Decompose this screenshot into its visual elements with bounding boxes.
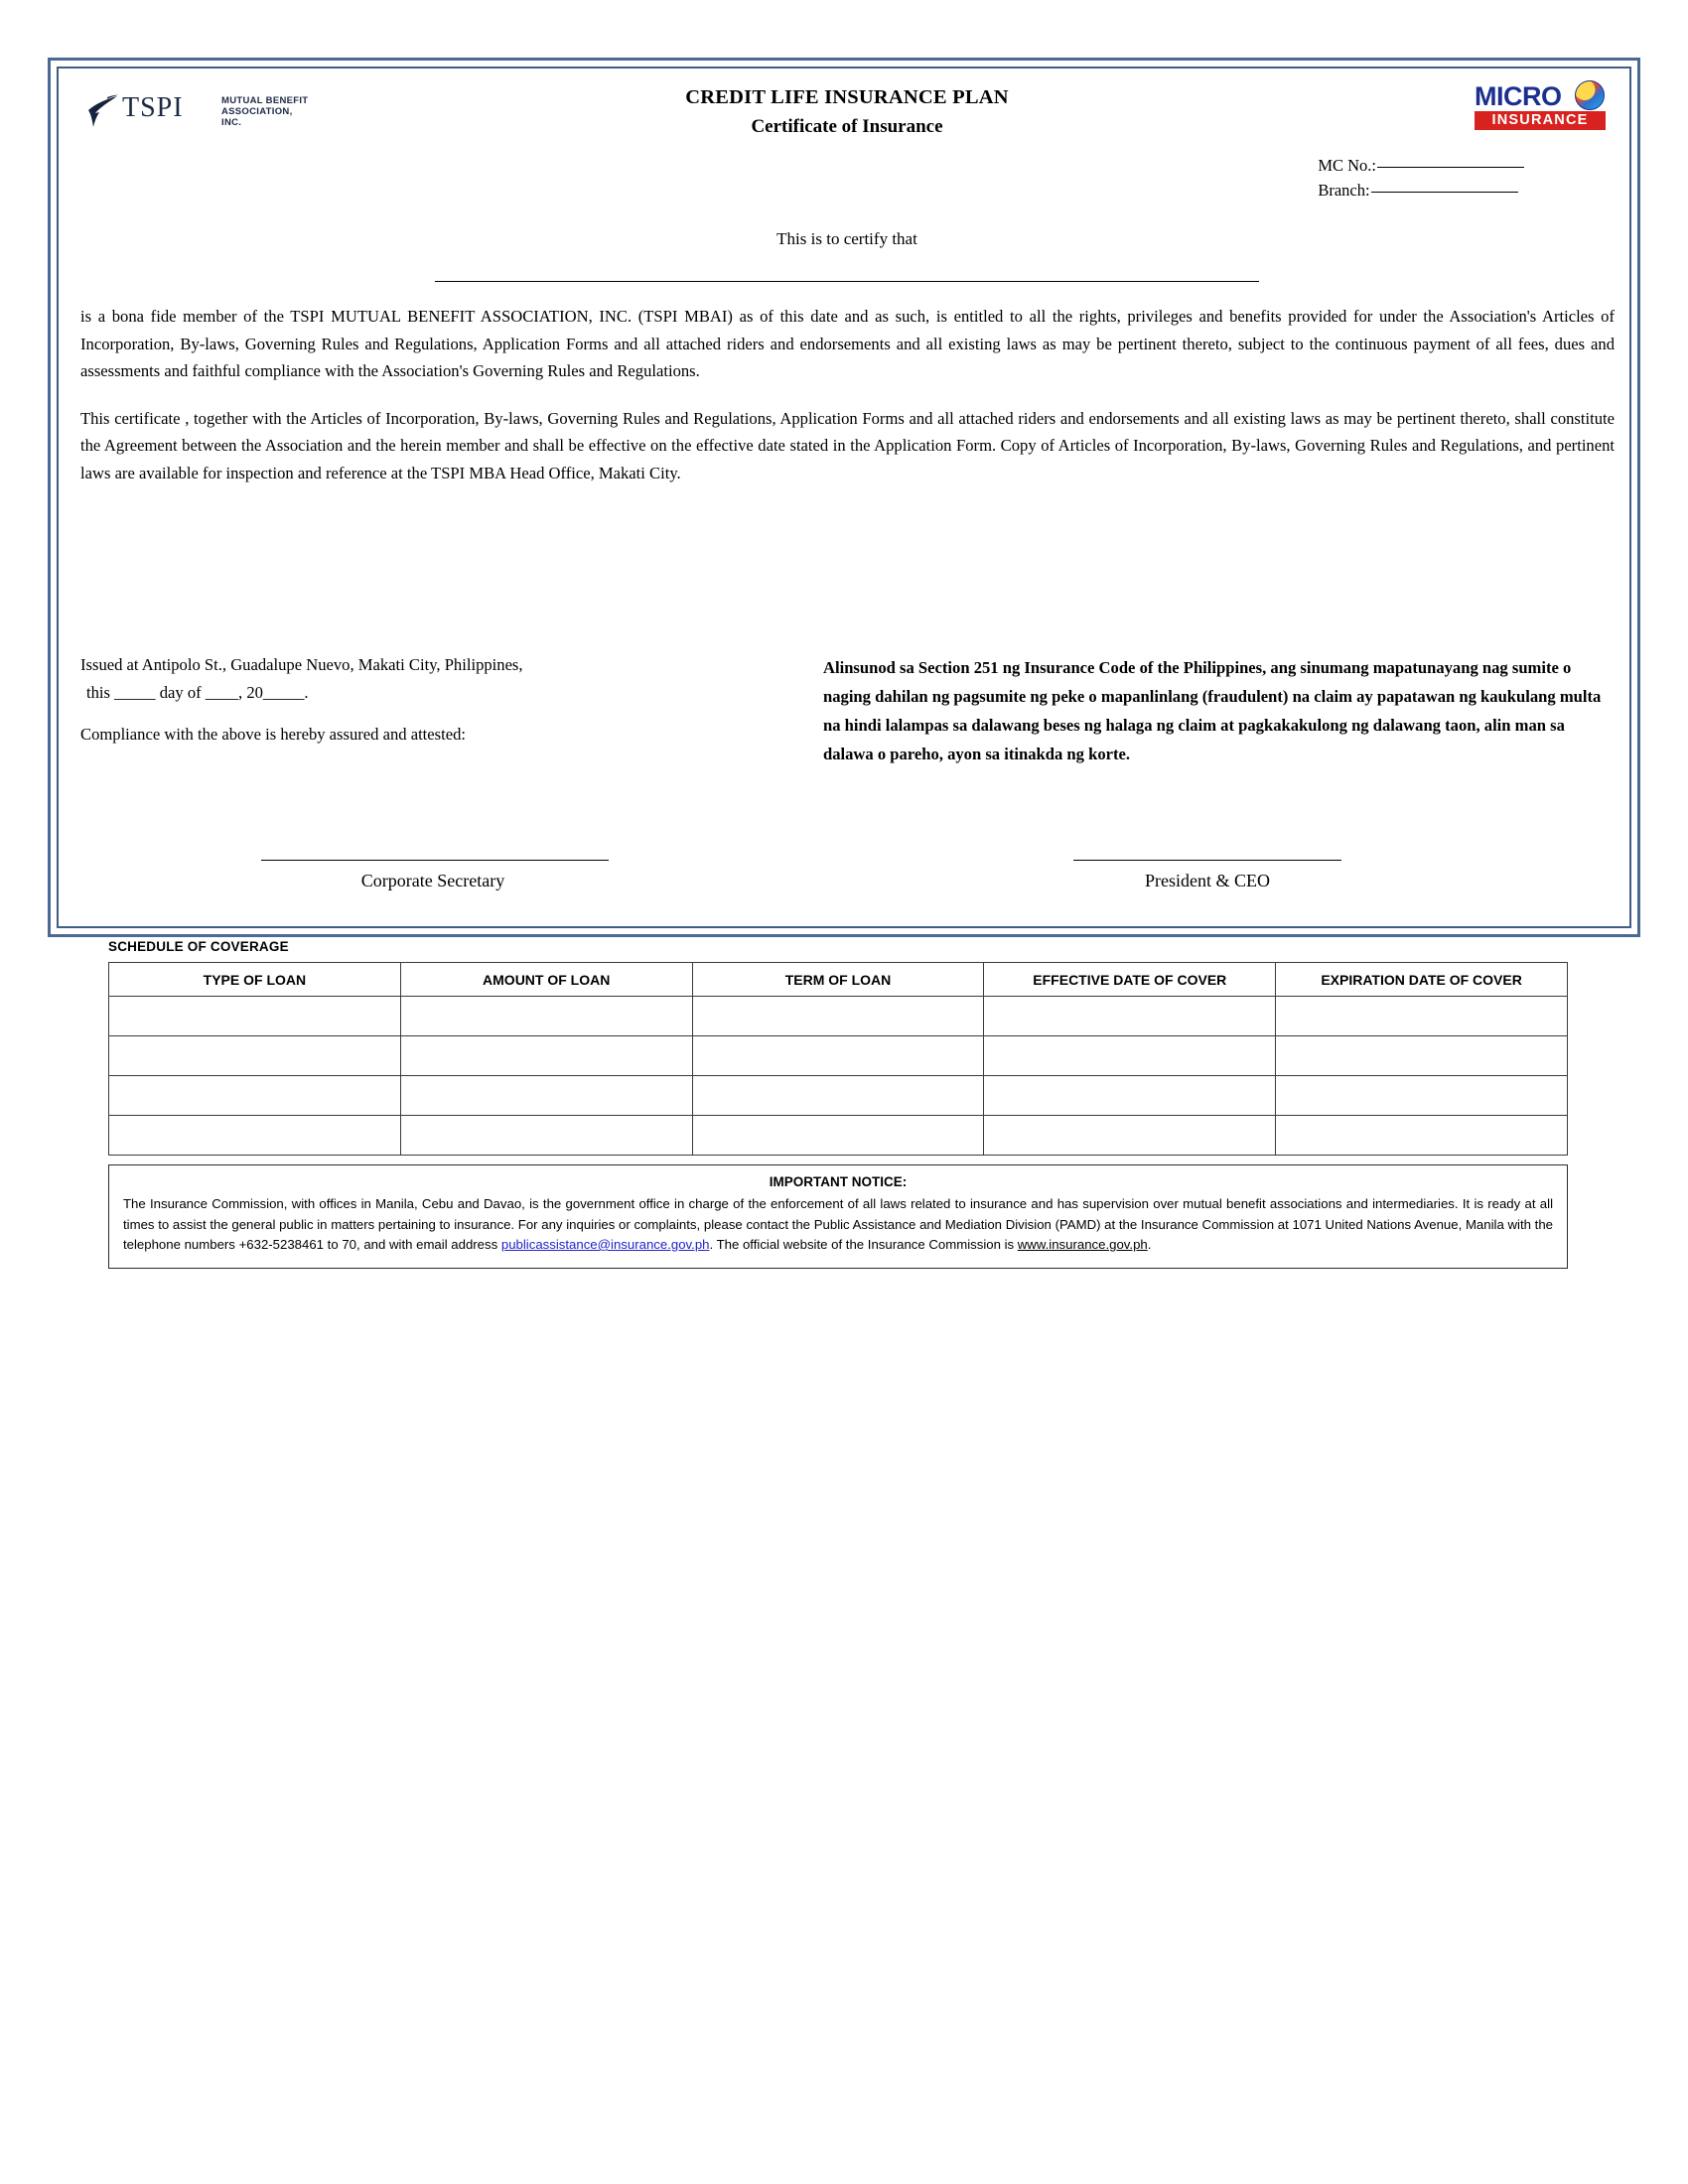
notice-text-part2: . The official website of the Insurance Commission is	[709, 1237, 1018, 1252]
important-notice-title: IMPORTANT NOTICE:	[769, 1174, 908, 1189]
table-row	[109, 1076, 1568, 1116]
tspi-subtext-line1: MUTUAL BENEFIT	[221, 95, 309, 106]
tspi-wordmark: TSPI	[122, 92, 184, 123]
certificate-frame	[48, 58, 1640, 1252]
table-header-row	[109, 963, 1568, 997]
signature-label-left: Corporate Secretary	[360, 871, 505, 890]
issued-date[interactable]: this _____ day of ____, 20_____.	[86, 683, 309, 702]
signature-president-ceo	[1044, 860, 1371, 891]
mc-no-rule	[1377, 167, 1524, 168]
certificate-header	[51, 61, 1643, 146]
branch-rule	[1371, 192, 1518, 193]
issuance-block	[80, 651, 756, 749]
table-row	[109, 997, 1568, 1036]
reference-fields	[1318, 153, 1524, 203]
certify-lead: This is to certify that	[776, 229, 917, 248]
cell-effective-date[interactable]	[984, 997, 1276, 1036]
cell-amount-of-loan[interactable]	[400, 997, 692, 1036]
mc-no-field[interactable]	[1318, 153, 1524, 178]
mc-no-label: MC No.:	[1318, 156, 1376, 175]
body-paragraphs	[80, 303, 1615, 506]
certificate-content	[51, 61, 1643, 1252]
fraud-warning-tagalog: Alinsunod sa Section 251 ng Insurance Code of the Philippines, ang sinumang mapatunayang nag sumite o naging dahilan ng pagsumite ng peke o mapanlinlang (fraudulent) na claim ay papatawan ng kaukulang multa na hindi lalampas sa dalawang beses ng halaga ng claim at pagkakakulong ng dalawang taon, alin man sa dalawa o pareho, ayon sa itinakda ng korte.	[823, 658, 1602, 763]
cell-expiration-date[interactable]	[1276, 1076, 1568, 1116]
signature-corporate-secretary	[249, 860, 617, 891]
cell-term-of-loan[interactable]	[692, 1036, 984, 1076]
page-subtitle: Certificate of Insurance	[751, 116, 943, 137]
cell-type-of-loan[interactable]	[109, 1036, 401, 1076]
column-header-expiration-date: EXPIRATION DATE OF COVER	[1276, 963, 1568, 997]
schedule-label: SCHEDULE OF COVERAGE	[108, 939, 289, 954]
cell-expiration-date[interactable]	[1276, 1116, 1568, 1156]
signature-line-left[interactable]	[261, 860, 609, 861]
cell-type-of-loan[interactable]	[109, 1076, 401, 1116]
compliance-statement: Compliance with the above is hereby assured and attested:	[80, 725, 466, 744]
title-block	[51, 86, 1643, 138]
schedule-of-coverage-table	[108, 962, 1568, 1156]
notice-text-part1: The Insurance Commission, with offices in Manila, Cebu and Davao, is the government office in charge of the enforcement of all laws related to insurance and has supervision over mutual benefit associations and intermediaries. It is ready at all times to assist the general public in matters pertaining to insurance. For any inquiries or complaints, please contact the Public Assistance and Mediation Division (PAMD) at the Insurance Commission at 1071 United Nations Avenue, Manila with the telephone numbers +632-5238461 to 70, and with email address	[123, 1196, 1553, 1252]
paragraph-agreement: This certificate , together with the Articles of Incorporation, By-laws, Governing Rules and Regulations, Application Forms and all attached riders and endorsements and all existing laws as may be pertinent thereto, shall constitute the Agreement between the Association and the herein member and shall be effective on the effective date stated in the Application Form. Copy of Articles of Incorporation, By-laws, Governing Rules and Regulations, and pertinent laws are available for inspection and reference at the TSPI MBA Head Office, Makati City.	[80, 408, 1615, 482]
cell-effective-date[interactable]	[984, 1116, 1276, 1156]
column-header-amount-of-loan: AMOUNT OF LOAN	[400, 963, 692, 997]
tspi-subtext-line2: ASSOCIATION, INC.	[221, 106, 293, 128]
table-row	[109, 1036, 1568, 1076]
cell-term-of-loan[interactable]	[692, 1116, 984, 1156]
table-row	[109, 1116, 1568, 1156]
cell-expiration-date[interactable]	[1276, 997, 1568, 1036]
cell-type-of-loan[interactable]	[109, 1116, 401, 1156]
micro-wordmark-text: MICRO	[1475, 81, 1562, 111]
branch-field[interactable]	[1318, 178, 1524, 203]
branch-label: Branch:	[1318, 181, 1370, 200]
micro-globe-icon	[1575, 80, 1605, 110]
important-notice-box	[108, 1164, 1568, 1269]
website-link[interactable]: www.insurance.gov.ph	[1017, 1237, 1148, 1252]
cell-expiration-date[interactable]	[1276, 1036, 1568, 1076]
page-title: CREDIT LIFE INSURANCE PLAN	[685, 86, 1009, 108]
issued-location: Issued at Antipolo St., Guadalupe Nuevo, Makati City, Philippines,	[80, 655, 523, 674]
cell-amount-of-loan[interactable]	[400, 1036, 692, 1076]
cell-term-of-loan[interactable]	[692, 1076, 984, 1116]
signature-line-right[interactable]	[1073, 860, 1341, 861]
member-name-rule[interactable]	[435, 281, 1259, 282]
email-link[interactable]: publicassistance@insurance.gov.ph	[500, 1237, 710, 1252]
paragraph-membership: is a bona fide member of the TSPI MUTUAL BENEFIT ASSOCIATION, INC. (TSPI MBAI) as of this date and as such, is entitled to all the rights, privileges and benefits provided for under the Association's Articles of Incorporation, By-laws, Governing Rules and Regulations, Application Forms and all attached riders and endorsements and all existing laws as may be pertinent thereto, subject to the continuous payment of all fees, dues and assessments and faithful compliance with the Association's Governing Rules and Regulations.	[80, 307, 1615, 380]
micro-insurance-logo	[1475, 82, 1606, 130]
cell-amount-of-loan[interactable]	[400, 1076, 692, 1116]
cell-effective-date[interactable]	[984, 1036, 1276, 1076]
cell-term-of-loan[interactable]	[692, 997, 984, 1036]
cell-type-of-loan[interactable]	[109, 997, 401, 1036]
column-header-effective-date: EFFECTIVE DATE OF COVER	[984, 963, 1276, 997]
important-notice-body	[123, 1194, 1553, 1256]
column-header-type-of-loan: TYPE OF LOAN	[109, 963, 401, 997]
micro-insurance-band: INSURANCE	[1475, 111, 1606, 130]
notice-text-part3: .	[1147, 1237, 1152, 1252]
cell-amount-of-loan[interactable]	[400, 1116, 692, 1156]
column-header-term-of-loan: TERM OF LOAN	[692, 963, 984, 997]
signature-label-right: President & CEO	[1145, 871, 1270, 890]
cell-effective-date[interactable]	[984, 1076, 1276, 1116]
micro-wordmark	[1475, 82, 1606, 110]
